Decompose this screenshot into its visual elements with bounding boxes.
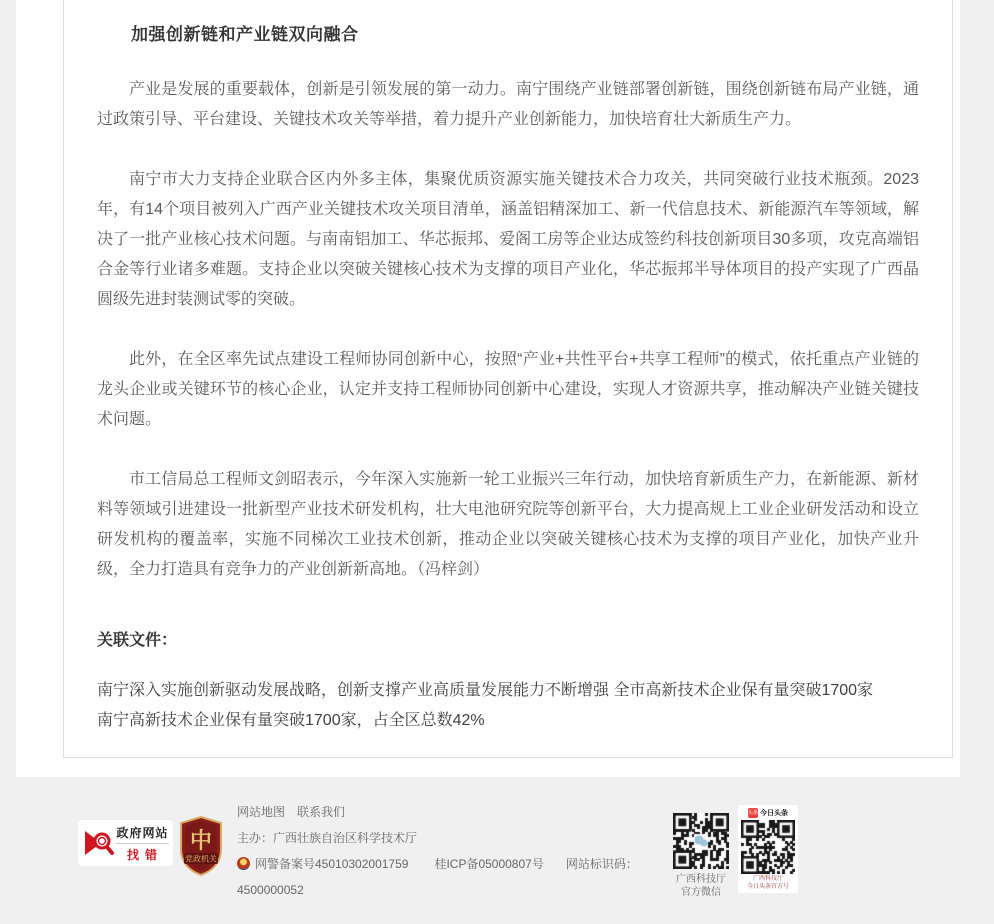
site-code-value: 4500000052 (237, 883, 304, 897)
shield-emblem-glyph: 中 (189, 828, 213, 853)
footer-link-sitemap[interactable]: 网站地图 (237, 805, 286, 819)
related-files-heading: 关联文件： (97, 632, 178, 649)
wechat-qr-caption-line2: 官方微信 (681, 887, 721, 898)
footer-organizer: 主办：广西壮族自治区科学技术厅 (237, 831, 418, 845)
toutiao-brand-text: 今日头条 (760, 810, 788, 817)
related-files-section (97, 627, 919, 736)
wechat-qr-caption-line1: 广西科技厅 (676, 874, 726, 885)
related-file-link[interactable]: 南宁高新技术企业保有量突破1700家，占全区总数42% (97, 712, 485, 729)
err-badge-label-bottom: 找错 (126, 847, 163, 862)
toutiao-qr-caption-line1: 广西科技厅 (752, 876, 783, 882)
page-footer (0, 777, 994, 924)
shield-icon (180, 816, 222, 876)
magnifier-flag-icon (82, 826, 116, 860)
article-paragraph: 南宁市大力支持企业联合区内外多主体，集聚优质资源实施关键技术合力攻关，共同突破行业技术瓶颈。2023年，有14个项目被列入广西产业关键技术攻关项目清单，涵盖铝精深加工、新一代信息技术、新能源汽车等领域，解决了一批产业核心技术问题。与南南铝加工、华芯振邦、爱阁工房等企业达成签约科技创新项目30多项，攻克高端铝合金等行业诸多难题。支持企业以突破关键核心技术为支撑的项目产业化，华芯振邦半导体项目的投产实现了广西晶圆级先进封装测试零的突破。 (97, 171, 919, 308)
wechat-qr-block (672, 813, 730, 899)
article-paragraph: 市工信局总工程师文剑昭表示，今年深入实施新一轮工业振兴三年行动，加快培育新质生产力，在新能源、新材料等领域引进建设一批新型产业技术研发机构，壮大电池研究院等创新平台，大力提高规上工业企业研发活动和设立研发机构的覆盖率，实施不同梯次工业技术创新，推动企业以突破关键核心技术为支撑的项目产业化，加快产业升级，全力打造具有竞争力的产业创新新高地。（冯梓剑） (97, 471, 919, 578)
site-code-label: 网站标识码： (565, 857, 638, 871)
article-body (97, 75, 919, 585)
wechat-qr-code (673, 813, 729, 869)
article-paragraph: 产业是发展的重要载体，创新是引领发展的第一动力。南宁围绕产业链部署创新链，围绕创新链布局产业链，通过政策引导、平台建设、关键技术攻关等举措，着力提升产业创新能力，加快培育壮大新质生产力。 (97, 81, 919, 128)
party-gov-shield-badge[interactable] (180, 816, 222, 881)
content-background (16, 0, 960, 777)
toutiao-qr-block (738, 805, 798, 893)
article-paragraph: 此外，在全区率先试点建设工程师协同创新中心，按照“产业+共性平台+共享工程师”的模式，依托重点产业链的龙头企业或关键环节的核心企业，认定并支持工程师协同创新中心建设，实现人才资源共享，推动解决产业链关键技术问题。 (97, 351, 919, 428)
related-file-link[interactable]: 南宁深入实施创新驱动发展战略，创新支撑产业高质量发展能力不断增强 全市高新技术企业保有量突破1700家 (97, 682, 874, 699)
gov-site-error-report-badge[interactable] (78, 820, 173, 866)
err-badge-label-top: 政府网站 (116, 824, 169, 844)
icp-record-link[interactable]: 桂ICP备05000807号 (434, 857, 544, 871)
police-badge-icon (237, 857, 250, 870)
shield-badge-label: 党政机关 (185, 854, 217, 864)
footer-link-contact[interactable]: 联系我们 (297, 805, 346, 819)
article-card (63, 0, 953, 758)
footer-info-block (237, 799, 638, 903)
police-record-number: 网警备案号45010302001759 (255, 857, 409, 871)
toutiao-qr-code (741, 820, 795, 874)
toutiao-qr-caption-line2: 今日头条官方号 (746, 884, 789, 890)
article-heading: 加强创新链和产业链双向融合 (131, 25, 359, 44)
toutiao-logo-icon: 头条 (748, 808, 758, 818)
